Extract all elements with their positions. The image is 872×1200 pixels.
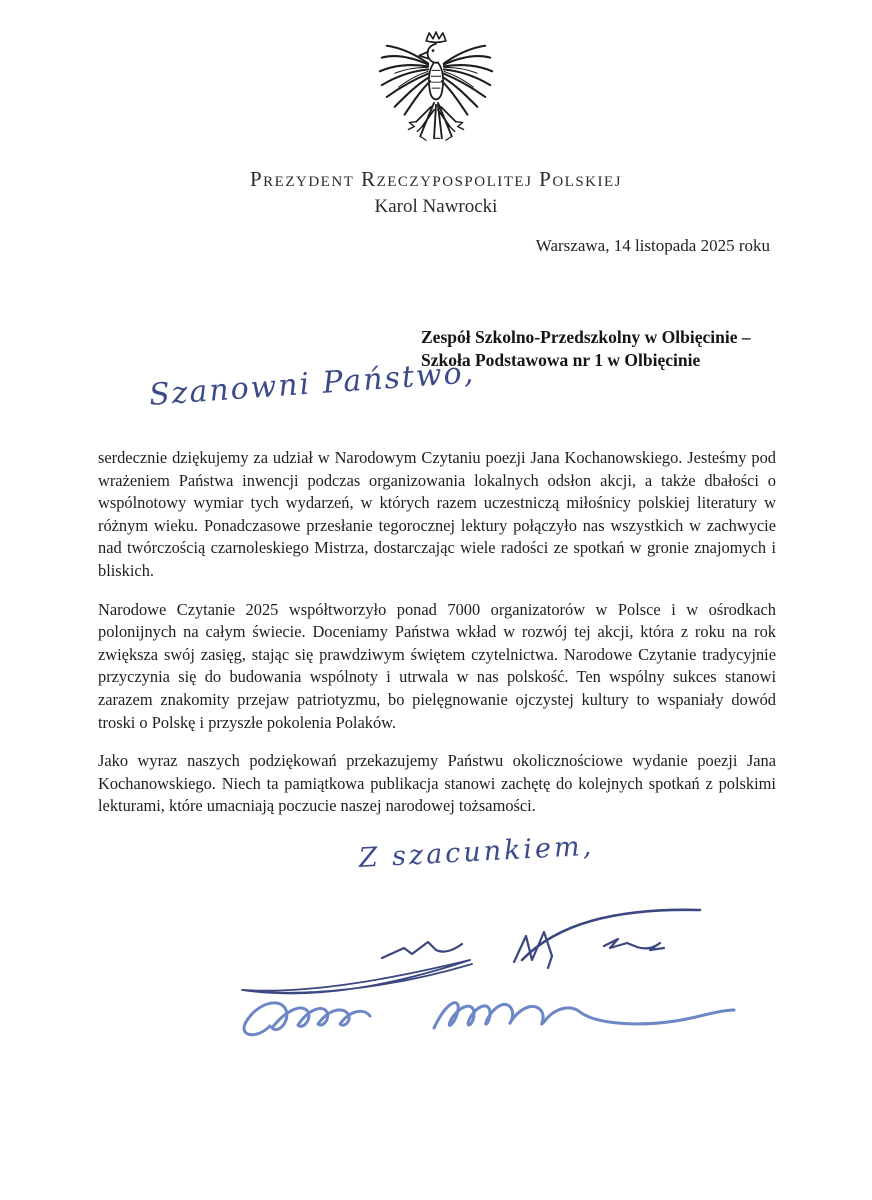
signature-lower [244, 1003, 734, 1035]
signature-upper [242, 910, 700, 994]
letter-body [98, 447, 776, 834]
recipient-line-2: Szkoła Podstawowa nr 1 w Olbięcinie [421, 350, 701, 371]
dateline: Warszawa, 14 listopada 2025 roku [535, 236, 770, 255]
recipient-line-1: Zespół Szkolno-Przedszkolny w Olbięcinie – [421, 327, 751, 347]
polish-eagle-emblem-icon [376, 30, 496, 158]
body-paragraph-2: Narodowe Czytanie 2025 współtworzyło ponad 7000 organizatorów w Polsce i w ośrodkach polonijnych na całym świecie. Doceniamy Państwa wkład w rozwój tej akcji, która z roku na rok zwiększa swój zasięg, stając się prawdziwym świętem czytelnictwa. Narodowe Czytanie tradycyjnie przyczynia się do budowania wspólnoty i utrwala w nas polskość. Ten wspólny sukces stanowi zarazem znakomity przejaw patriotyzmu, bo pielęgnowanie ojczystej kultury to wspaniały dowód troski o Polskę i przyszłe pokolenia Polaków. [98, 599, 776, 732]
signature-block [222, 898, 742, 1058]
closing-handwriting: Z szacunkiem, [358, 830, 595, 874]
greeting-handwriting: Szanowni Państwo, [148, 355, 477, 413]
sender-title: Prezydent Rzeczypospolitej Polskiej [249, 167, 623, 191]
body-paragraph-3: Jako wyraz naszych podziękowań przekazujemy Państwu okolicznościowe wydanie poezji Jana Kochanowskiego. Niech ta pamiątkowa publikacja stanowi zachętę do kolejnych spotkań z polskimi lekturami, które umacniają poczucie naszej narodowej tożsamości. [98, 751, 776, 816]
sender-name: Karol Nawrocki [374, 196, 498, 217]
body-paragraph-1: serdecznie dziękujemy za udział w Narodowym Czytaniu poezji Jana Kochanowskiego. Jesteśmy pod wrażeniem Państwa inwencji podczas organizowania lokalnych odsłon akcji, a także dbałości o wspólnotowy wymiar tych wydarzeń, w których razem uczestniczą miłośnicy polskiej literatury w różnym wieku. Ponadczasowe przesłanie tegorocznej lektury połączyło nas wszystkich w zachwycie nad twórczością czarnoleskiego Mistrza, dostarczając wiele radości ze spotkań w gronie znajomych i bliskich. [98, 448, 776, 580]
